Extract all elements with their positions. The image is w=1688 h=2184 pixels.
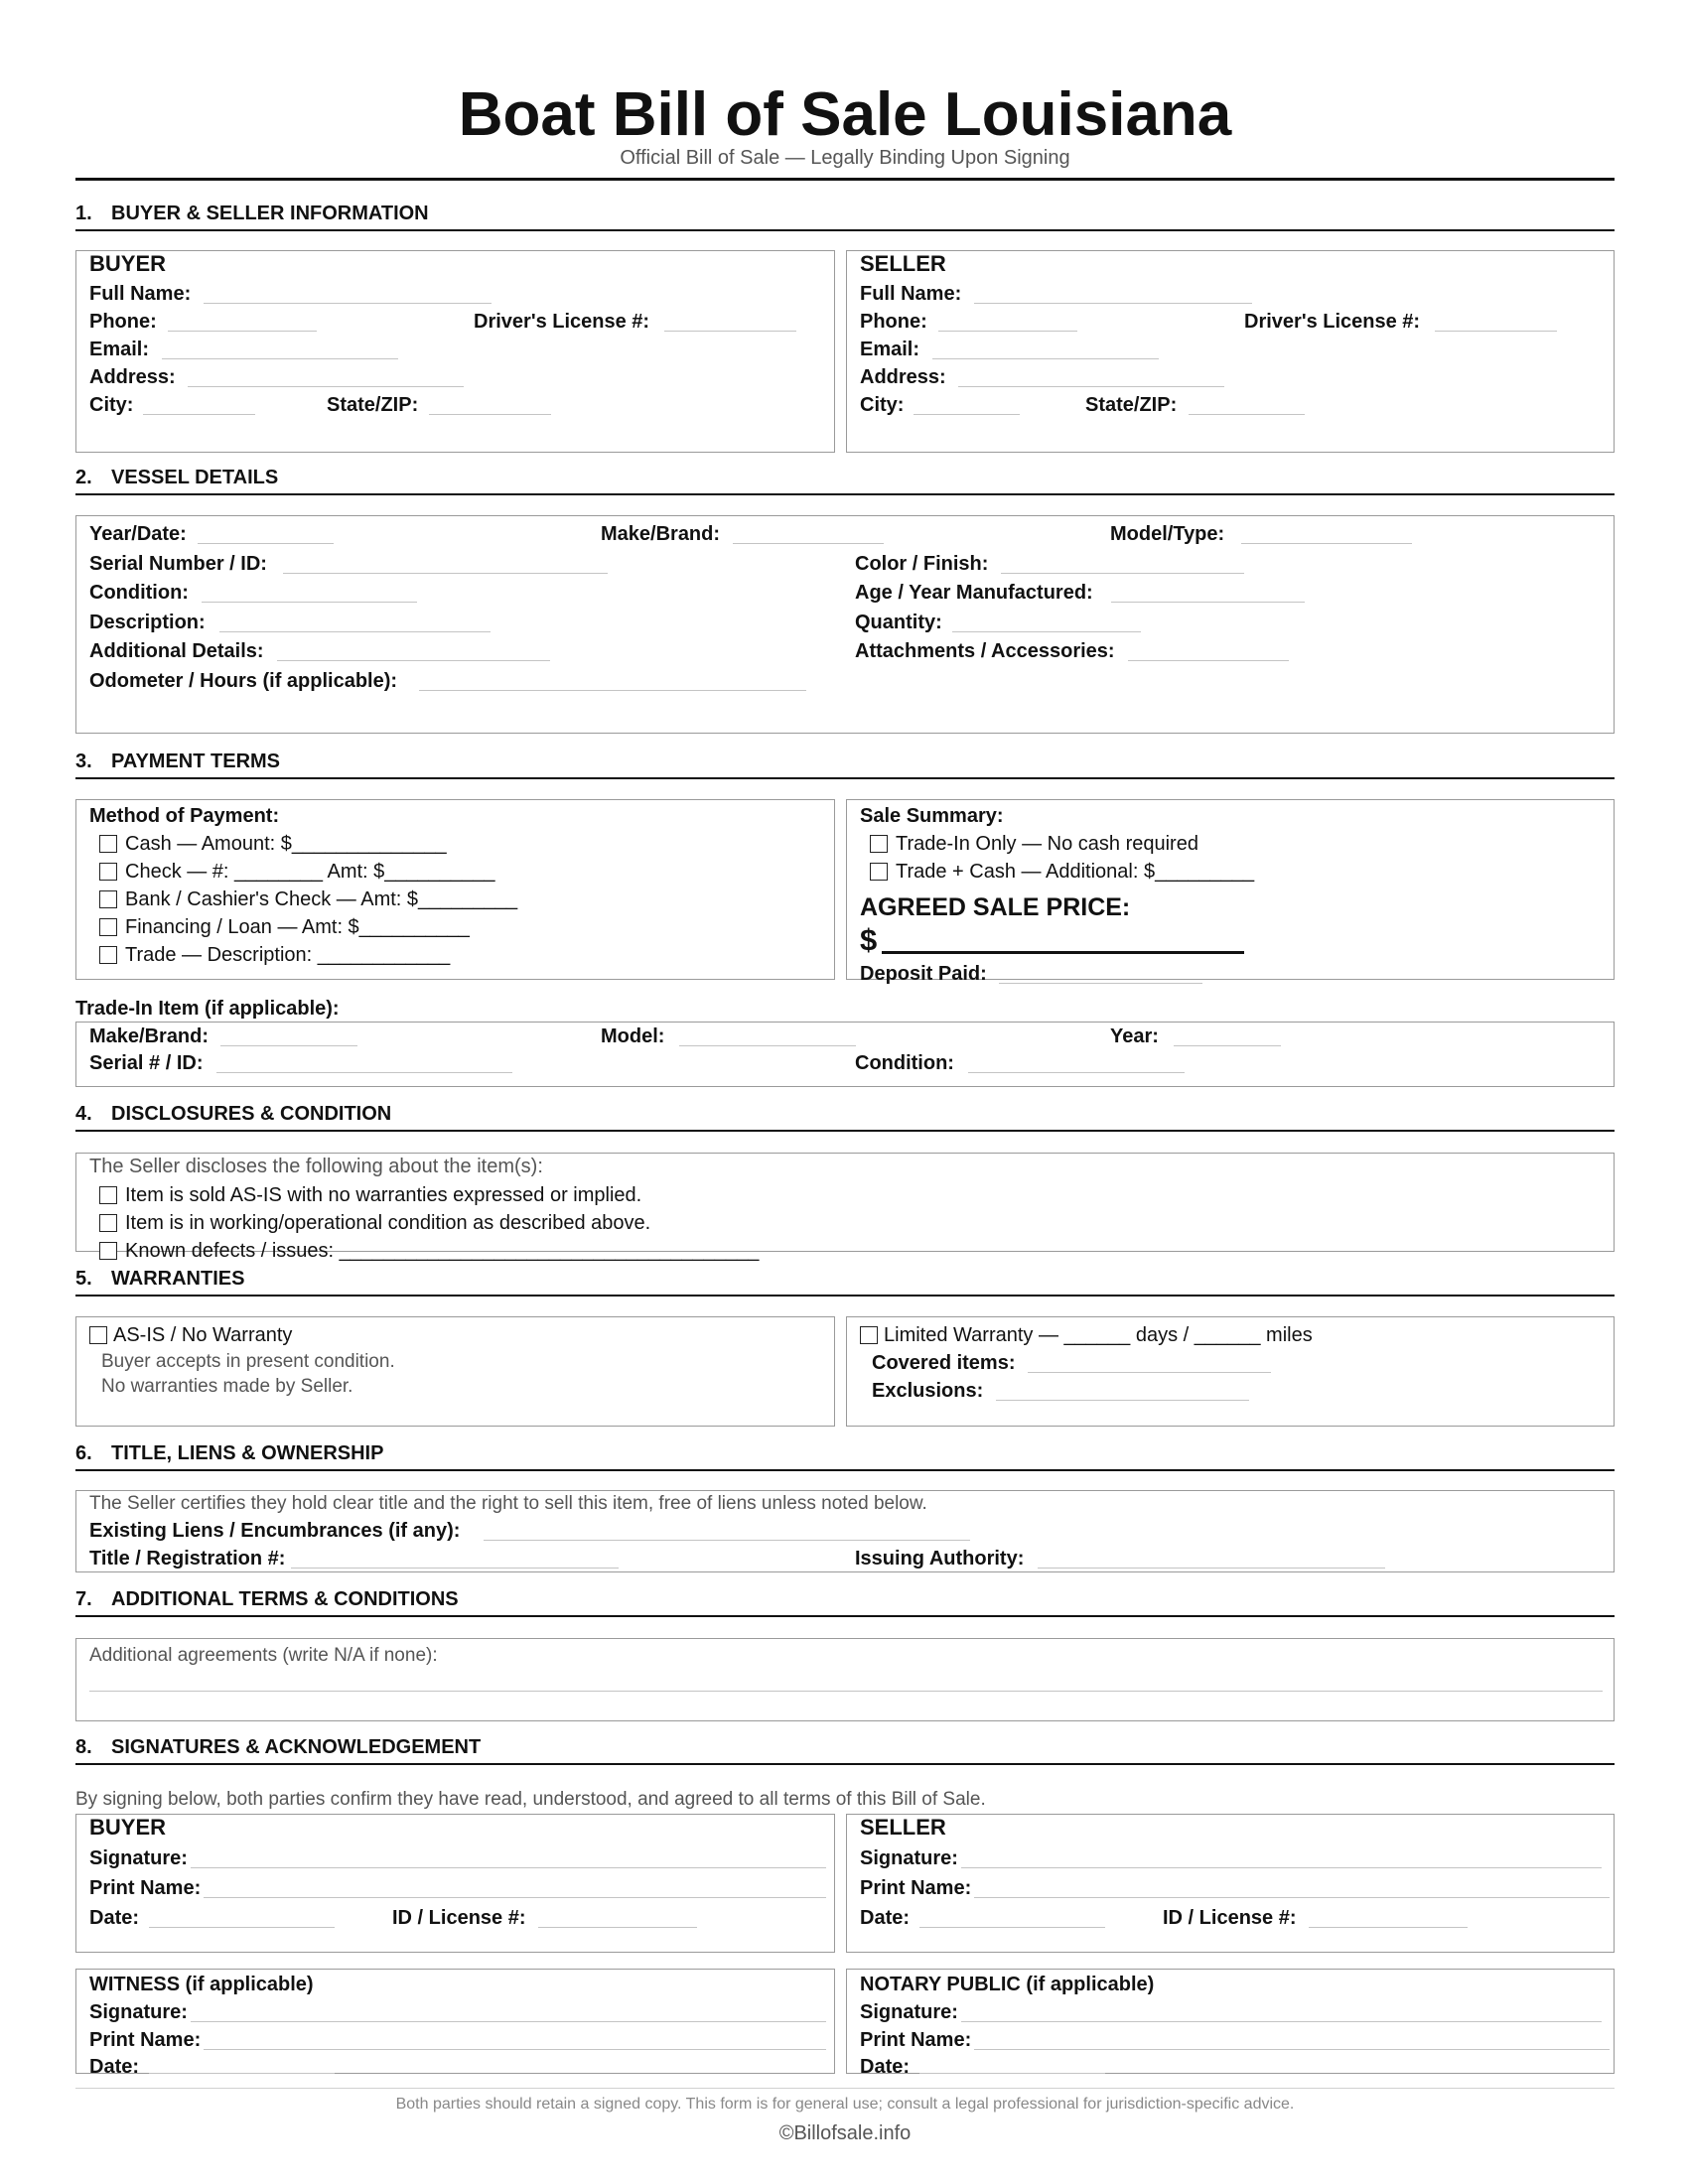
seller-info-box — [846, 250, 1615, 453]
page-subtitle: Official Bill of Sale — Legally Binding Upon Signing — [620, 147, 1070, 169]
buyer-id-field[interactable] — [538, 1927, 697, 1928]
limited-warranty-box — [846, 1316, 1615, 1427]
serial-number-field[interactable] — [283, 573, 608, 574]
notary-signature-box — [846, 1969, 1615, 2078]
section-8-header: 8. SIGNATURES & ACKNOWLEDGEMENT — [75, 1735, 1615, 1765]
section-3-header: 3. PAYMENT TERMS — [75, 750, 1615, 779]
section-7-header: 7. ADDITIONAL TERMS & CONDITIONS — [75, 1587, 1615, 1617]
additional-terms-field[interactable] — [89, 1691, 1603, 1692]
buyer-address-label: Address: — [89, 366, 176, 388]
make-brand-field[interactable] — [733, 543, 884, 544]
as-is-warranty-checkbox[interactable] — [89, 1326, 107, 1344]
condition-field[interactable] — [202, 602, 417, 603]
attachments-field[interactable] — [1128, 660, 1289, 661]
covered-items-field[interactable] — [1028, 1372, 1271, 1373]
additional-terms-prompt: Additional agreements (write N/A if none): — [89, 1645, 438, 1666]
covered-items-label: Covered items: — [872, 1352, 1016, 1374]
as-is-note-1: Buyer accepts in present condition. — [101, 1351, 395, 1372]
seller-phone-label: Phone: — [860, 311, 927, 333]
exclusions-field[interactable] — [996, 1400, 1249, 1401]
page-title: Boat Bill of Sale Louisiana — [458, 80, 1232, 149]
additional-terms-box — [75, 1638, 1615, 1721]
seller-print-name-field[interactable] — [974, 1897, 1610, 1898]
seller-heading: SELLER — [860, 251, 946, 276]
additional-details-field[interactable] — [277, 660, 550, 661]
sale-summary-box — [846, 799, 1615, 985]
witness-print-name-field[interactable] — [204, 2049, 826, 2050]
copyright: ©Billofsale.info — [778, 2122, 912, 2144]
model-type-field[interactable] — [1241, 543, 1412, 544]
buyer-date-field[interactable] — [149, 1927, 335, 1928]
known-defects-label: Known defects / issues: ______________________________________ — [125, 1240, 760, 1262]
buyer-print-name-field[interactable] — [204, 1897, 826, 1898]
seller-dl-label: Driver's License #: — [1244, 311, 1421, 333]
witness-signature-label: Signature: — [89, 2001, 188, 2023]
as-is-warranty-label: AS-IS / No Warranty — [113, 1324, 293, 1346]
title-registration-field[interactable] — [291, 1568, 619, 1569]
footer-divider — [75, 2088, 1615, 2089]
witness-signature-field[interactable] — [191, 2021, 826, 2022]
buyer-email-label: Email: — [89, 339, 150, 360]
witness-date-field[interactable] — [149, 2073, 335, 2074]
buyer-phone-label: Phone: — [89, 311, 157, 333]
seller-statezip-field[interactable] — [1189, 414, 1305, 415]
seller-date-field[interactable] — [919, 1927, 1105, 1928]
description-label: Description: — [89, 612, 206, 633]
notary-signature-field[interactable] — [961, 2021, 1602, 2022]
section-4-header: 4. DISCLOSURES & CONDITION — [75, 1102, 1615, 1132]
seller-city-field[interactable] — [914, 414, 1020, 415]
witness-date-label: Date: — [89, 2056, 140, 2078]
notary-signature-label: Signature: — [860, 2001, 958, 2023]
title-divider — [75, 178, 1615, 181]
odometer-label: Odometer / Hours (if applicable): — [89, 670, 398, 692]
buyer-signature-label: Signature: — [89, 1847, 188, 1869]
age-year-label: Age / Year Manufactured: — [855, 582, 1093, 604]
trade-in-model-label: Model: — [601, 1025, 665, 1047]
additional-details-label: Additional Details: — [89, 640, 264, 662]
trade-in-condition-label: Condition: — [855, 1052, 954, 1074]
buyer-heading: BUYER — [89, 251, 167, 276]
exclusions-label: Exclusions: — [872, 1380, 984, 1402]
buyer-statezip-field[interactable] — [429, 414, 551, 415]
year-date-field[interactable] — [198, 543, 334, 544]
seller-phone-field[interactable] — [938, 331, 1077, 332]
seller-signature-label: Signature: — [860, 1847, 958, 1869]
trade-in-item-heading: Trade-In Item (if applicable): — [75, 998, 340, 1020]
issuing-authority-field[interactable] — [1038, 1568, 1385, 1569]
condition-label: Condition: — [89, 582, 189, 604]
seller-statezip-label: State/ZIP: — [1085, 394, 1178, 416]
seller-print-name-label: Print Name: — [860, 1877, 972, 1899]
buyer-id-label: ID / License #: — [392, 1907, 526, 1929]
known-defects-checkbox[interactable] — [99, 1242, 117, 1260]
issuing-authority-label: Issuing Authority: — [855, 1548, 1025, 1570]
buyer-date-label: Date: — [89, 1907, 140, 1929]
section-5-header: 5. WARRANTIES — [75, 1267, 1615, 1297]
dollar-sign: $ — [860, 922, 878, 957]
odometer-field[interactable] — [419, 690, 806, 691]
witness-print-name-label: Print Name: — [89, 2029, 202, 2051]
make-brand-label: Make/Brand: — [601, 523, 721, 545]
payment-method-label: Method of Payment: — [89, 805, 280, 827]
existing-liens-field[interactable] — [484, 1540, 970, 1541]
notary-print-name-label: Print Name: — [860, 2029, 972, 2051]
seller-address-label: Address: — [860, 366, 946, 388]
seller-city-label: City: — [860, 394, 905, 416]
title-registration-label: Title / Registration #: — [89, 1548, 286, 1570]
working-condition-label: Item is in working/operational condition as described above. — [125, 1212, 651, 1234]
check-checkbox[interactable] — [99, 863, 117, 881]
trade-in-year-field[interactable] — [1174, 1045, 1281, 1046]
buyer-signature-box — [75, 1814, 835, 1953]
cash-option-label: Cash — Amount: $______________ — [125, 833, 447, 855]
seller-signature-heading: SELLER — [860, 1815, 946, 1840]
seller-full-name-label: Full Name: — [860, 283, 962, 305]
notary-print-name-field[interactable] — [974, 2049, 1610, 2050]
trade-in-item-box — [75, 1022, 1615, 1087]
agreed-sale-price-field[interactable] — [882, 951, 1244, 954]
agreed-sale-price-label: AGREED SALE PRICE: — [860, 893, 1131, 921]
witness-signature-box — [75, 1969, 835, 2078]
buyer-full-name-label: Full Name: — [89, 283, 192, 305]
buyer-dl-label: Driver's License #: — [474, 311, 650, 333]
check-option-label: Check — #: ________ Amt: $__________ — [125, 861, 495, 883]
bank-check-checkbox[interactable] — [99, 890, 117, 908]
trade-in-serial-label: Serial # / ID: — [89, 1052, 204, 1074]
quantity-field[interactable] — [952, 631, 1141, 632]
title-liens-intro: The Seller certifies they hold clear title and the right to sell this item, free of liens unless noted below. — [89, 1493, 927, 1514]
witness-heading: WITNESS (if applicable) — [89, 1974, 314, 1995]
seller-id-field[interactable] — [1309, 1927, 1468, 1928]
buyer-phone-field[interactable] — [168, 331, 317, 332]
vessel-details-box — [75, 515, 1615, 734]
attachments-label: Attachments / Accessories: — [855, 640, 1115, 662]
notary-date-label: Date: — [860, 2056, 911, 2078]
trade-checkbox[interactable] — [99, 946, 117, 964]
section-1-header: 1. BUYER & SELLER INFORMATION — [75, 202, 1615, 231]
trade-in-only-checkbox[interactable] — [870, 835, 888, 853]
buyer-email-field[interactable] — [162, 358, 398, 359]
color-finish-label: Color / Finish: — [855, 553, 989, 575]
buyer-city-field[interactable] — [143, 414, 255, 415]
sale-summary-label: Sale Summary: — [860, 805, 1004, 827]
buyer-signature-heading: BUYER — [89, 1815, 167, 1840]
signatures-intro: By signing below, both parties confirm they have read, understood, and agreed to all terms of this Bill of Sale. — [75, 1789, 986, 1810]
limited-warranty-checkbox[interactable] — [860, 1326, 878, 1344]
trade-plus-cash-checkbox[interactable] — [870, 863, 888, 881]
trade-plus-cash-label: Trade + Cash — Additional: $_________ — [896, 861, 1255, 883]
payment-method-box — [75, 799, 835, 980]
buyer-statezip-label: State/ZIP: — [327, 394, 419, 416]
seller-full-name-field[interactable] — [974, 303, 1252, 304]
color-finish-field[interactable] — [1001, 573, 1244, 574]
year-date-label: Year/Date: — [89, 523, 187, 545]
seller-date-label: Date: — [860, 1907, 911, 1929]
trade-option-label: Trade — Description: ____________ — [125, 944, 451, 966]
seller-email-label: Email: — [860, 339, 920, 360]
buyer-signature-field[interactable] — [191, 1867, 826, 1868]
as-is-note-2: No warranties made by Seller. — [101, 1376, 353, 1397]
seller-id-label: ID / License #: — [1163, 1907, 1297, 1929]
serial-number-label: Serial Number / ID: — [89, 553, 267, 575]
trade-in-year-label: Year: — [1110, 1025, 1159, 1047]
section-6-header: 6. TITLE, LIENS & OWNERSHIP — [75, 1441, 1615, 1471]
trade-in-make-label: Make/Brand: — [89, 1025, 210, 1047]
deposit-paid-label: Deposit Paid: — [860, 963, 987, 985]
financing-option-label: Financing / Loan — Amt: $__________ — [125, 916, 470, 938]
seller-signature-box — [846, 1814, 1615, 1953]
trade-in-only-label: Trade-In Only — No cash required — [896, 833, 1198, 855]
description-field[interactable] — [219, 631, 491, 632]
as-is-disclosure-label: Item is sold AS-IS with no warranties expressed or implied. — [125, 1184, 642, 1206]
buyer-print-name-label: Print Name: — [89, 1877, 202, 1899]
deposit-paid-field[interactable] — [999, 983, 1202, 984]
cash-checkbox[interactable] — [99, 835, 117, 853]
buyer-city-label: City: — [89, 394, 134, 416]
notary-heading: NOTARY PUBLIC (if applicable) — [860, 1974, 1155, 1995]
notary-date-field[interactable] — [919, 2073, 1105, 2074]
seller-address-field[interactable] — [958, 386, 1224, 387]
trade-in-condition-field[interactable] — [968, 1072, 1185, 1073]
seller-dl-field[interactable] — [1435, 331, 1557, 332]
disclosures-box — [75, 1153, 1615, 1262]
limited-warranty-label: Limited Warranty — ______ days / ______ miles — [884, 1324, 1313, 1346]
disclosures-intro: The Seller discloses the following about the item(s): — [89, 1156, 543, 1177]
trade-in-model-field[interactable] — [679, 1045, 856, 1046]
buyer-info-box — [75, 250, 835, 453]
working-condition-checkbox[interactable] — [99, 1214, 117, 1232]
seller-email-field[interactable] — [932, 358, 1159, 359]
trade-in-serial-field[interactable] — [216, 1072, 512, 1073]
existing-liens-label: Existing Liens / Encumbrances (if any): — [89, 1520, 461, 1542]
age-year-field[interactable] — [1111, 602, 1305, 603]
bank-check-option-label: Bank / Cashier's Check — Amt: $_________ — [125, 888, 518, 910]
as-is-disclosure-checkbox[interactable] — [99, 1186, 117, 1204]
financing-checkbox[interactable] — [99, 918, 117, 936]
model-type-label: Model/Type: — [1110, 523, 1225, 545]
buyer-address-field[interactable] — [188, 386, 464, 387]
title-liens-box — [75, 1490, 1615, 1572]
section-2-header: 2. VESSEL DETAILS — [75, 466, 1615, 495]
as-is-warranty-box — [75, 1316, 835, 1427]
footer-note: Both parties should retain a signed copy. This form is for general use; consult a legal professional for jurisdiction-specific advice. — [395, 2096, 1295, 2113]
buyer-full-name-field[interactable] — [204, 303, 492, 304]
buyer-dl-field[interactable] — [664, 331, 796, 332]
quantity-label: Quantity: — [855, 612, 942, 633]
trade-in-make-field[interactable] — [220, 1045, 357, 1046]
seller-signature-field[interactable] — [961, 1867, 1602, 1868]
